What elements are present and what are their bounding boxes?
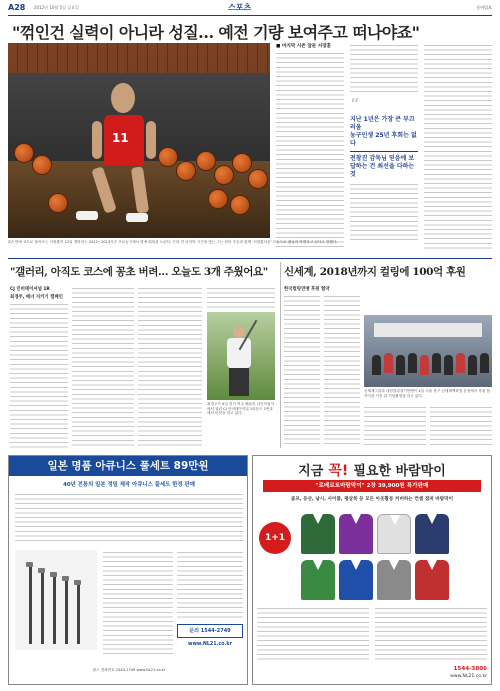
basketball <box>230 195 250 215</box>
windbreaker-ad[interactable] <box>252 455 492 685</box>
person <box>468 355 477 375</box>
basketball <box>32 155 52 175</box>
page-number: A28 <box>8 3 26 12</box>
sweater-neck <box>351 514 361 524</box>
golfer-pants <box>229 368 249 396</box>
club-shaft <box>53 574 56 644</box>
sweater-gray <box>377 560 411 600</box>
person <box>456 353 465 373</box>
person <box>444 355 453 375</box>
player-jersey <box>104 115 144 165</box>
ad-title-band <box>9 456 247 476</box>
basketball <box>176 161 196 181</box>
ceremony-photo-caption: 신세계그룹과 대한컬링경기연맹이 4일 서울 중구 신세계백화점 본점에서 후원 협약식을 가진 뒤 기념촬영을 하고 있다. <box>364 389 490 398</box>
body-text <box>364 405 426 448</box>
main-photo <box>8 43 270 238</box>
basketball <box>232 153 252 173</box>
ad-title-suffix: 필요한 바람막이 <box>353 464 446 479</box>
sweater-neck <box>389 560 399 570</box>
photo-caption: 2년 만에 코트로 돌아오는 서장훈이 12일 개막하는 2012~2013시즌 프로농구에서 명예 회복을 노린다. 은퇴 전 마지막 시즌을 맞는 그는 팀의 우승과 함께 '서장훈다운' 모습으로 팬들과 작별하고 싶다고 말했다. <box>8 240 338 244</box>
basketball <box>48 193 68 213</box>
golf-photo <box>207 312 275 400</box>
club-shaft <box>29 564 32 644</box>
ad-subtitle: 40년 전통의 일본 정밀 제작 아큐니스 풀세트 한정 판매 <box>63 482 195 488</box>
ad-footer: 몰스 전화번호 1544-2749 www.NL21.co.kr <box>92 668 166 672</box>
club-shaft <box>41 570 44 644</box>
ad-text <box>177 550 243 620</box>
order-phone-box[interactable] <box>177 624 243 638</box>
golf-headline: "갤러리, 아직도 코스에 꽁초 버려… 오늘도 3개 주웠어요" <box>10 266 268 278</box>
sweater-red <box>415 560 449 600</box>
golf-byline: 최경주, 매너 지키기 캠페인 <box>10 295 63 300</box>
person <box>420 355 429 375</box>
banner <box>374 323 482 337</box>
player-shoe <box>76 211 98 220</box>
body-text <box>324 294 360 448</box>
qa-title: ■ 마지막 시즌 앞둔 서장훈 <box>276 44 332 49</box>
ball-rack <box>8 43 270 73</box>
club-head <box>62 576 69 581</box>
sweater-neck <box>313 560 323 570</box>
qa-column <box>276 43 492 253</box>
sweater-navy <box>415 514 449 554</box>
basketball <box>248 169 268 189</box>
sweater-purple <box>339 514 373 554</box>
ad-title: 일본 명품 아큐니스 풀세트 89만원 <box>47 460 209 472</box>
sweater-neck <box>390 515 400 525</box>
page-header <box>8 3 492 16</box>
ceremony-photo <box>364 315 492 387</box>
body-text <box>72 286 134 448</box>
golf-section-label: CJ 인비테이셔널 1R <box>10 287 50 292</box>
ad-text <box>103 550 173 654</box>
sweater-white <box>377 514 411 554</box>
sweater-green <box>301 560 335 600</box>
website-link[interactable]: www.NL21.co.kr <box>450 674 487 679</box>
basketball <box>214 165 234 185</box>
phone-number: 1544-2749 <box>200 628 231 634</box>
club-shaft <box>65 578 68 644</box>
body-text <box>284 294 320 448</box>
club-head <box>38 568 45 573</box>
sweater-green <box>301 514 335 554</box>
body-text <box>138 286 202 448</box>
sweater-neck <box>427 560 437 570</box>
sweater-neck <box>351 560 361 570</box>
player-arm <box>92 121 102 159</box>
golfer-shirt <box>227 338 251 368</box>
person <box>432 353 441 373</box>
basketball <box>14 143 34 163</box>
basketball <box>208 189 228 209</box>
body-text <box>430 405 492 448</box>
golf-club-ad[interactable] <box>8 455 248 685</box>
quote-icon: “ <box>350 95 360 116</box>
pull-quote-box <box>350 43 418 251</box>
sweater-neck <box>427 514 437 524</box>
person <box>408 353 417 373</box>
sweater-neck <box>313 514 323 524</box>
ad-text <box>375 606 487 662</box>
golf-photo-caption: 최경주가 4일 경기 여주 해슬리 나인브릿지에서 열린 CJ 인비테이셔널 1라운드 1번홀에서 티샷을 하고 있다. <box>207 402 275 416</box>
golf-set-image <box>15 550 97 650</box>
body-text <box>350 43 418 95</box>
ad-title-prefix: 지금 <box>298 464 324 479</box>
club-head <box>26 562 33 567</box>
body-text <box>207 286 275 308</box>
player-shoe <box>126 213 148 222</box>
ad-subtitle: "로베르토바람막이" 2장 39,900원 특가판매 <box>263 480 481 492</box>
club-head <box>74 580 81 585</box>
person <box>480 353 489 373</box>
section-title: 스포츠 <box>228 3 252 12</box>
main-headline: "꺾인건 실력이 아니라 성질… 예전 기량 보여주고 떠나야죠" <box>12 23 420 42</box>
ad-title-emphasis: 꼭! <box>328 463 349 479</box>
shinsegae-byline: 한국컬링연맹 후원 협약 <box>284 287 330 292</box>
body-text <box>276 51 344 251</box>
website-link[interactable]: www.NL21.co.kr <box>188 642 232 647</box>
person <box>372 355 381 375</box>
club-shaft <box>77 582 80 644</box>
body-text <box>10 302 68 448</box>
pull-quote: 지난 1년은 가장 큰 부끄러움 <box>350 116 415 131</box>
column-divider <box>280 262 281 448</box>
person <box>396 355 405 375</box>
sweater-blue <box>339 560 373 600</box>
one-plus-one-badge: 1+1 <box>259 522 291 554</box>
jersey-number: 11 <box>112 131 129 145</box>
person <box>384 353 393 373</box>
section-divider <box>8 258 492 259</box>
ad-text <box>15 492 243 544</box>
player-head <box>111 83 135 113</box>
ad-title <box>253 460 491 480</box>
pull-quote: 전창진 감독님 믿음에 보답하는 건 최선을 다하는 것 <box>350 155 415 178</box>
pull-quote: 농구인생 25년 후회는 없다 <box>350 132 417 147</box>
phone-label: 문의 <box>189 628 199 634</box>
issue-date: 2012년 10월 5일 금요일 <box>34 5 79 10</box>
player-arm <box>146 121 156 159</box>
publisher-name: 동아일보 <box>476 5 492 10</box>
basketball <box>196 151 216 171</box>
shinsegae-headline: 신세계, 2018년까지 컬링에 100억 후원 <box>284 266 466 278</box>
basketball <box>158 147 178 167</box>
golfer-head <box>233 326 245 338</box>
body-text <box>350 182 418 242</box>
divider <box>350 151 418 152</box>
ad-text <box>257 606 369 662</box>
body-text <box>424 43 492 251</box>
order-phone[interactable]: 1544-3806 <box>453 666 487 672</box>
ad-colors-line: 골프, 등산, 낚시, 사이클, 평상복 등 모든 아웃활동 커버하는 컨셉 점퍼 바람막이 <box>290 497 454 502</box>
club-head <box>50 572 57 577</box>
